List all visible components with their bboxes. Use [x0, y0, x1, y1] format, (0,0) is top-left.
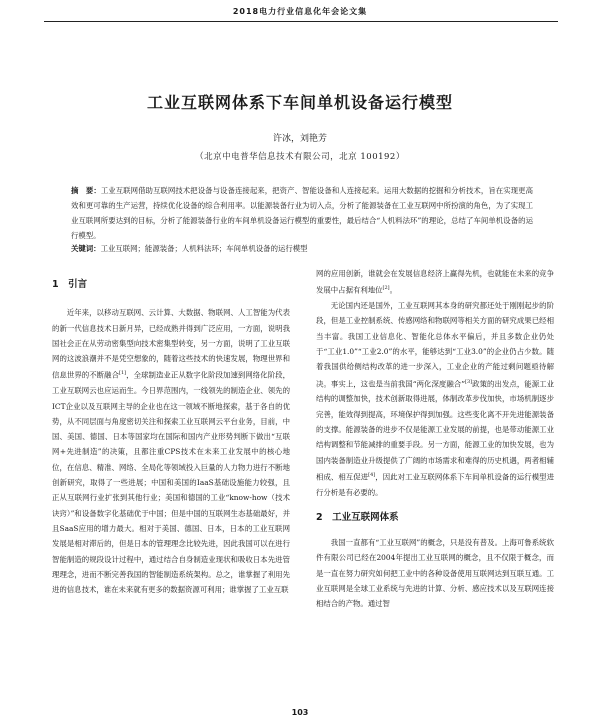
- abstract-text: 工业互联网借助互联网技术把设备与设备连接起来，把资产、智能设备和人连接起来。运用大数据的挖掘和分析技术，旨在实现更高效和更可靠的生产运营，持续优化设备的综合利用率。以能源装备行业为切入点，分析了能源装备在工业互联网中所扮演的角色，为了实现工业互联网所要达到的目标，分析了能源装备行业的车间单机设备运行模型的重要性，最后结合“人机料法环”的理论，总结了车间单机设备的运行模型。: [71, 186, 533, 240]
- section2-paragraph-1: 我国一直都有“工业互联网”的概念，只是没有普及。上海可鲁系统软件有限公司已经在2004年提出工业互联网的概念，且不仅限于概念，而是一直在努力研究如何把工业中的各种设备使用互联网达到互联互通。工业互联网是全球工业系统与先进的计算、分析、感应技术以及互联网连接相结合的产物。通过智: [316, 538, 554, 609]
- intro-p1-tail: ，全球制造业正从数字化阶段加速到网络化阶段，工业互联网云也应运而生。今日界范围内，一线领先的制造企业、领先的ICT企业以及互联网主导的企业也在这一领域不断地探索，基于各自的优势，从不同层面与角度密切关注和探索工业互联网云平台业务，目前，中国、美国、德国、日本等国家均在国际和国内产业形势判断下做出“互联网+先进制造”的决策，且都注重CPS技术在未来工业发展中的核心地位，在信息、精准、网络、全局化等领域投入巨量的人力物力进行不断地创新研究，取得了一些进展；中国和美国的IaaS基础设施能力较强，且正从互联网行业扩张到其他行业；美国和德国的工业“know-how（技术诀窍）”和设备数字化基础优于中国；但是中国的互联网生态基础最好，并且SaaS应用的增力最大。相对于美国、德国、日本，日本的工业互联网发展是相对滞后的，但是日本的管理理念比较先进，因此我国可以在进行智能制造的规段设计过程中，通过结合自身制造业现状和吸收日本先进管理理念，进而不断完善我国的智能制造系统架构。总之，谁掌握了利用先进的信息技术，谁在未来就有更多的数据资源可利用；谁掌握了工业互联: [52, 370, 290, 595]
- intro-p2-tail2: ，因此对工业互联网体系下车间单机设备的运行模型进行分析是有必要的。: [316, 472, 554, 497]
- paper-authors: 许冰，刘艳芳: [272, 134, 327, 144]
- keywords-text: 工业互联网；能源装备；人机料法环；车间单机设备的运行模型: [100, 244, 308, 253]
- citation-3: [3]: [465, 378, 473, 385]
- intro-paragraph-1-continued: 网的应用创新，谁就会在发展信息经济上赢得先机，也就能在未来的竞争发展中占据有利地位[2]。: [316, 269, 554, 295]
- section-heading-intro: 1 引言: [52, 279, 88, 290]
- right-column: [316, 266, 554, 612]
- header-rule: [44, 21, 558, 22]
- intro-p1-cont-text: 网的应用创新，谁就会在发展信息经济上赢得先机，也就能在未来的竞争发展中占据有利地位: [316, 269, 554, 295]
- keywords: [71, 243, 533, 255]
- keywords-label: 关键词：: [71, 244, 101, 253]
- abstract-label: 摘 要：: [71, 186, 101, 195]
- intro-paragraph-1: [52, 305, 290, 597]
- abstract: [71, 183, 533, 243]
- page-number: 103: [291, 708, 309, 717]
- paper-affiliation: （北京中电普华信息技术有限公司，北京 100192）: [195, 152, 405, 162]
- section-heading-2: 2 工业互联网体系: [316, 511, 399, 523]
- left-column: [52, 279, 290, 597]
- running-head: 2018电力行业信息化年会论文集: [232, 7, 368, 16]
- citation-4: [4]: [368, 471, 376, 478]
- intro-p2-text: 无论国内还是国外，工业互联网其本身的研究都还处于刚刚起步的阶段，但是工业控制系统、传感网络和物联网等相关方面的研究成果已经相当丰富。我国工业信息化、智能化总体水平偏后，并且多数企业仍处于“工业1.0”“工业2.0”的水平，能够达到“工业3.0”的企业仍占少数。随着我国供给侧结构改革的进一步深入，工业企业的产能过剩问题亟待解决。事实上，这也是当前我国“两化深度融合”: [316, 301, 554, 389]
- intro-p1-text: 近年来，以移动互联网、云计算、大数据、物联网、人工智能为代表的新一代信息技术日新月异，已经成熟并得到广泛应用，一方面，说明我国社会正在从劳动密集型向技术密集型转变，另一方面，说明了工业互联网的这波浪潮并不是凭空想象的，随着这些技术的快速发展，物理世界和信息世界的不断融合: [52, 308, 290, 380]
- citation-2: [2]: [382, 285, 390, 292]
- intro-p2-tail: 政策的出发点，能源工业结构的调整加快，技术创新取得进展，体制改革步伐加快，市场机制逐步完善，能效得到提高，环境保护得到加强。这些变化离不开先进能源装备的支撑。能源装备的进步不仅是能源工业发展的前提，也是带动能源工业结构调整和节能减排的重要手段。另一方面，能源工业的加快发展，也为国内装备制造业升级提供了广阔的市场需求和难得的历史机遇，两者相辅相成、相互促进: [316, 379, 554, 482]
- intro-paragraph-2: [316, 298, 554, 500]
- paper-title: 工业互联网体系下车间单机设备运行模型: [146, 93, 453, 112]
- citation-1: [1]: [119, 370, 127, 377]
